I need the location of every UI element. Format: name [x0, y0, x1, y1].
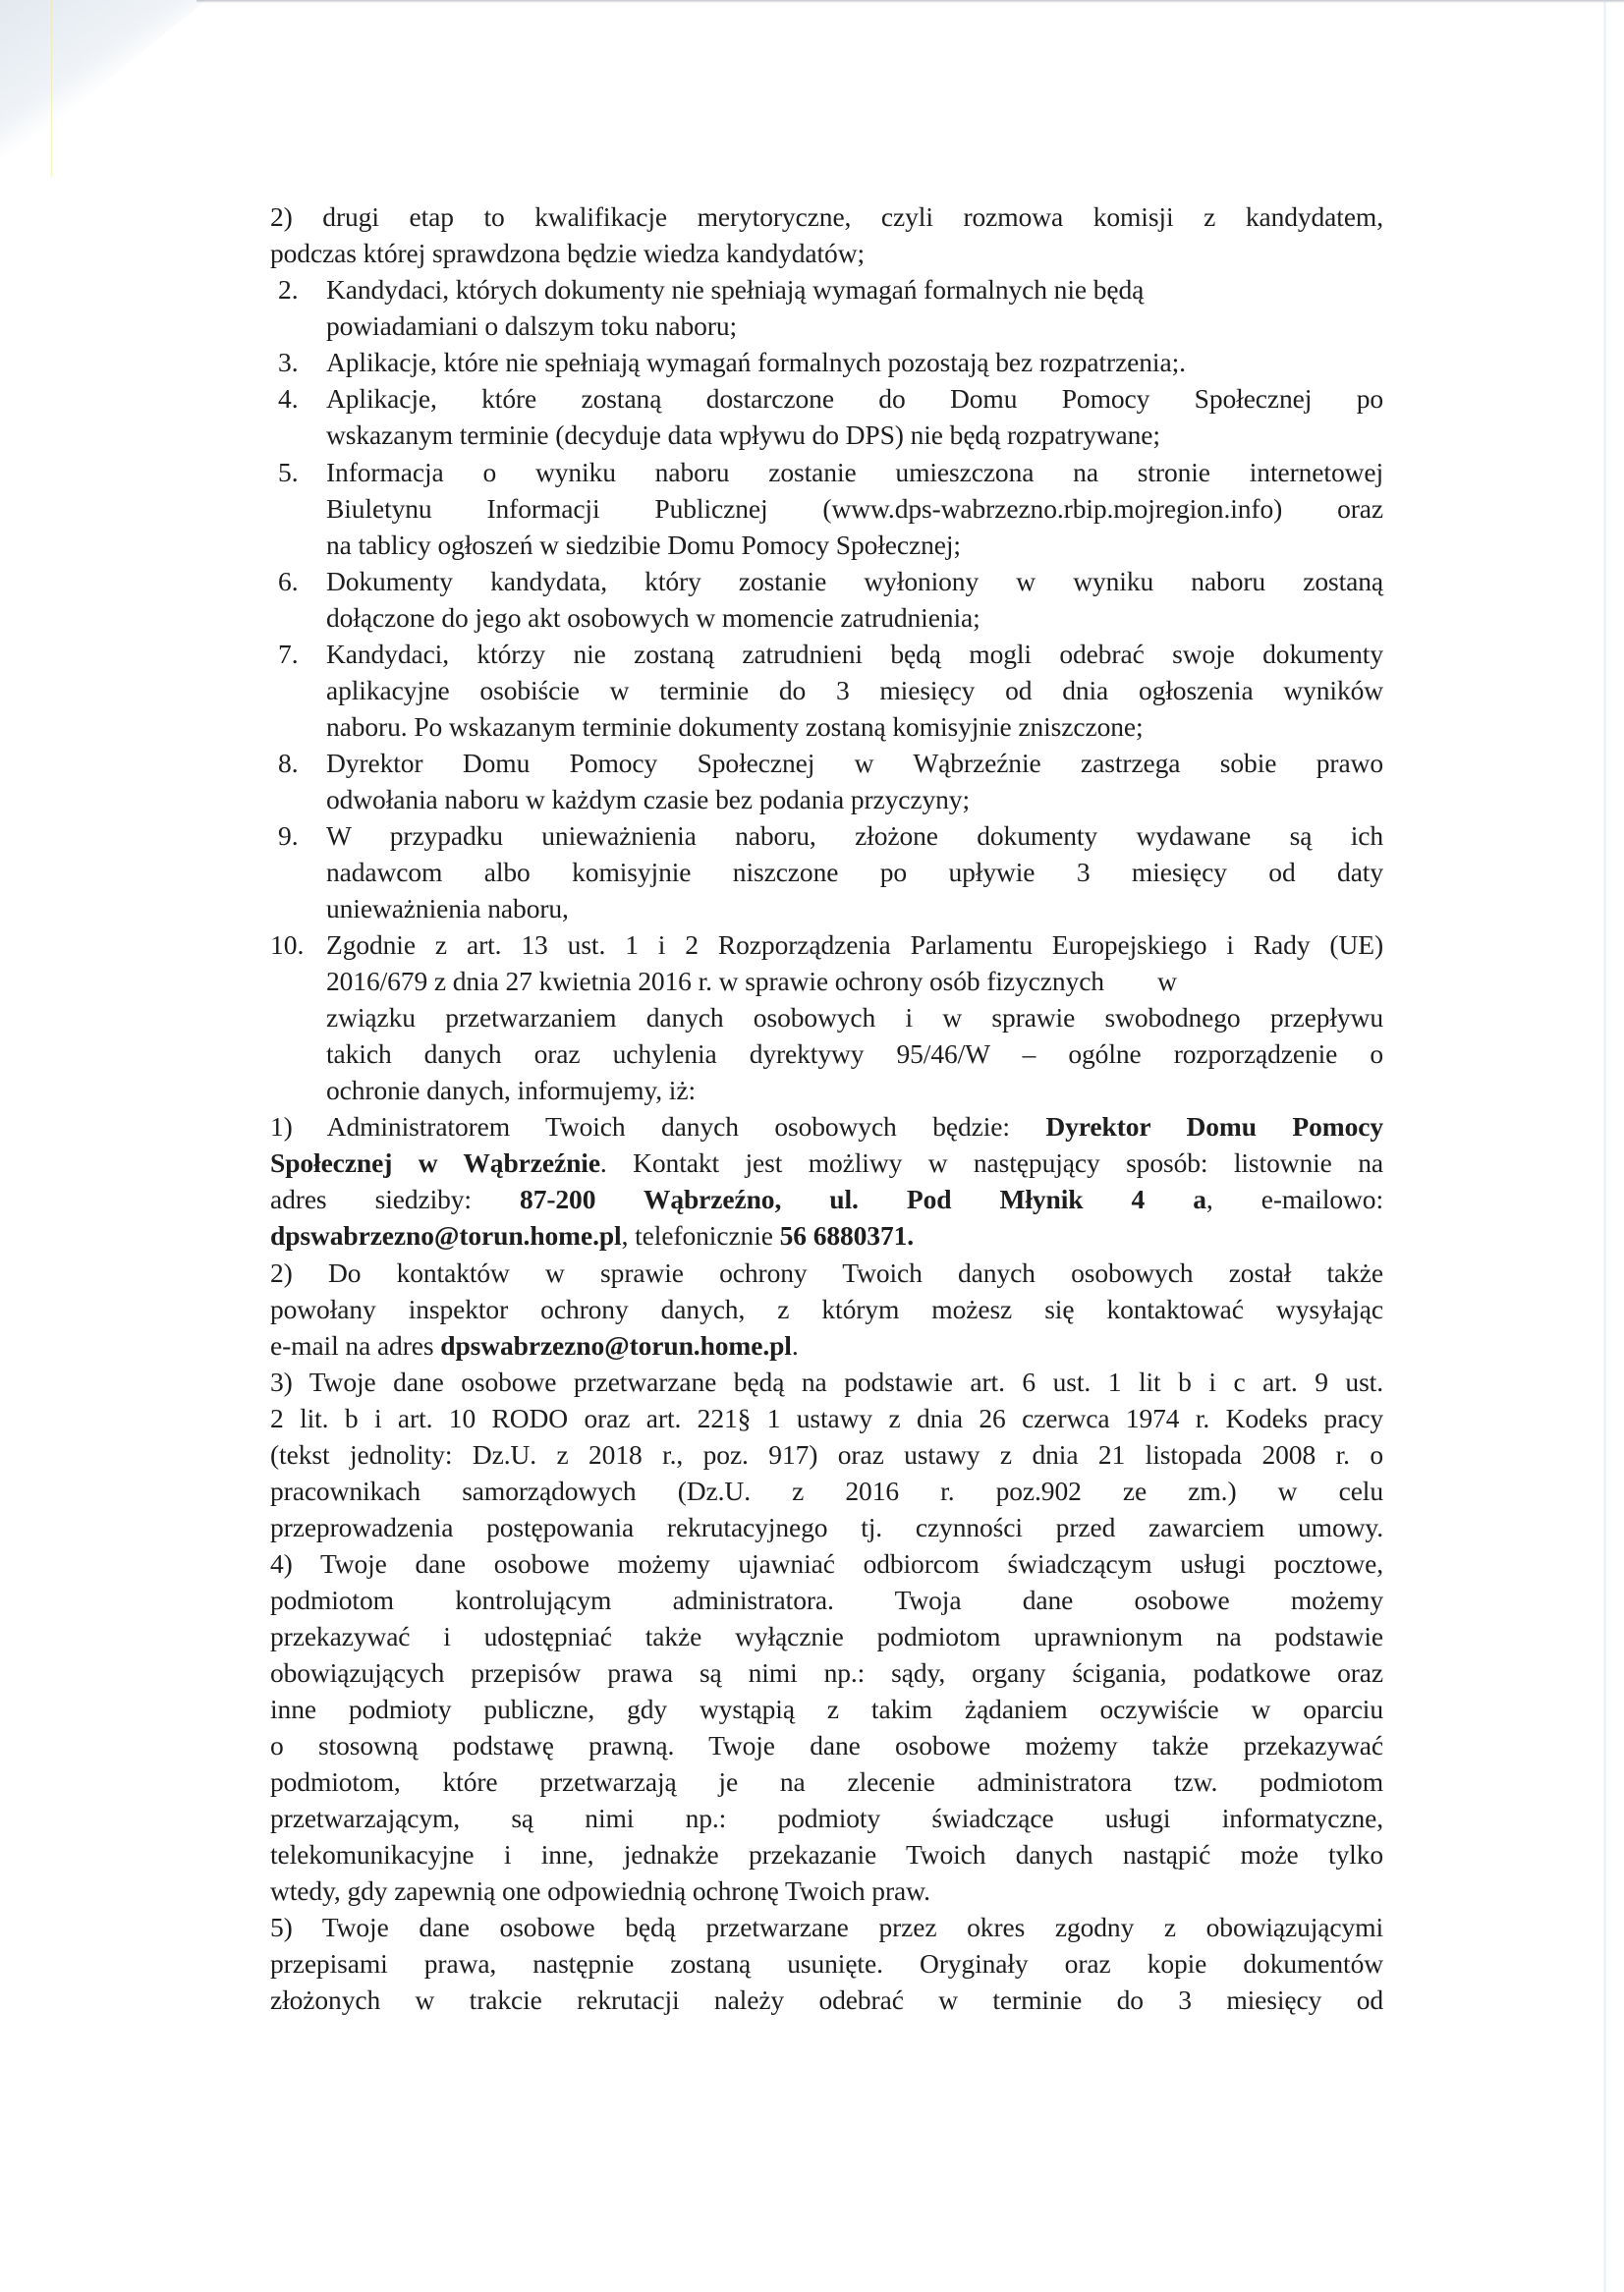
gdpr-paragraph-4-line: obowiązujących przepisów prawa są nimi np.: sądy, organy ścigania, podatkowe oraz: [270, 1657, 1383, 1688]
gdpr-paragraph-5-line: 5) Twoje dane osobowe będą przetwarzane przez okres zgodny z obowiązującymi: [270, 1912, 1383, 1942]
gdpr-paragraph-4-line: podmiotom, które przetwarzają je na zlecenie administratora tzw. podmiotom: [270, 1766, 1383, 1797]
list-number: 8.: [278, 748, 299, 778]
list-number: 2.: [278, 274, 299, 305]
list-number: 3.: [278, 347, 299, 377]
list-item-line: powiadamiani o dalszym toku naboru;: [326, 310, 738, 341]
list-item-line: aplikacyjne osobiście w terminie do 3 miesięcy od dnia ogłoszenia wyników: [326, 675, 1383, 705]
gdpr-paragraph-2-line: 2) Do kontaktów w sprawie ochrony Twoich danych osobowych został także: [270, 1258, 1383, 1288]
list-number: 7.: [278, 639, 299, 669]
gdpr-paragraph-4-line: wtedy, gdy zapewnią one odpowiednią ochronę Twoich praw.: [270, 1875, 930, 1906]
gdpr-paragraph-5-line: złożonych w trakcie rekrutacji należy odebrać w terminie do 3 miesięcy od: [270, 1985, 1383, 2015]
list-item-line: Zgodnie z art. 13 ust. 1 i 2 Rozporządzenia Parlamentu Europejskiego i Rady (UE): [326, 929, 1383, 960]
gdpr-paragraph-1-line: [270, 1217, 1383, 1254]
list-number: 4.: [278, 383, 299, 414]
list-item-line: Aplikacje, które zostaną dostarczone do Domu Pomocy Społecznej po: [326, 383, 1383, 414]
email-address: dpswabrzezno@torun.home.pl: [440, 1330, 792, 1361]
list-item-line: naboru. Po wskazanym terminie dokumenty zostaną komisyjnie zniszczone;: [326, 711, 1144, 742]
gdpr-paragraph-5-line: przepisami prawa, następnie zostaną usunięte. Oryginały oraz kopie dokumentów: [270, 1948, 1383, 1979]
gdpr-paragraph-2-line: [270, 1327, 1383, 1364]
list-number: 10.: [270, 929, 305, 960]
text: adres siedziby:: [270, 1184, 521, 1214]
address: 87-200 Wąbrzeźno, ul. Pod Młynik 4 a: [520, 1184, 1206, 1214]
gdpr-paragraph-4-line: o stosowną podstawę prawną. Twoje dane osobowe możemy także przekazywać: [270, 1730, 1383, 1761]
list-item-line: na tablicy ogłoszeń w siedzibie Domu Pomocy Społecznej;: [326, 530, 961, 560]
email-address: dpswabrzezno@torun.home.pl: [270, 1220, 622, 1251]
list-item-line: Biuletynu Informacji Publicznej (www.dps-wabrzezno.rbip.mojregion.info) oraz: [326, 493, 1383, 524]
text: e-mail na adres: [270, 1330, 441, 1361]
list-number: 9.: [278, 820, 299, 851]
list-item-line: Informacja o wyniku naboru zostanie umieszczona na stronie internetowej: [326, 457, 1383, 487]
list-item-line: Aplikacje, które nie spełniają wymagań formalnych pozostają bez rozpatrzenia;.: [326, 347, 1186, 377]
text: , e-mailowo:: [1205, 1184, 1383, 1214]
list-item-line: Dyrektor Domu Pomocy Społecznej w Wąbrzeźnie zastrzega sobie prawo: [326, 748, 1383, 778]
list-item-line: ochronie danych, informujemy, iż:: [326, 1075, 696, 1105]
list-item-line: takich danych oraz uchylenia dyrektywy 95/46/W – ogólne rozporządzenie o: [326, 1038, 1383, 1069]
gdpr-paragraph-3-line: przeprowadzenia postępowania rekrutacyjnego tj. czynności przed zawarciem umowy.: [270, 1512, 1383, 1542]
text: 1) Administratorem Twoich danych osobowych będzie:: [270, 1111, 1046, 1142]
gdpr-paragraph-4-line: podmiotom kontrolującym administratora. Twoja dane osobowe możemy: [270, 1585, 1383, 1615]
list-item-line: Kandydaci, którzy nie zostaną zatrudnieni będą mogli odebrać swoje dokumenty: [326, 639, 1383, 669]
gdpr-paragraph-4-line: przekazywać i udostępniać także wyłącznie podmiotom uprawnionym na podstawie: [270, 1621, 1383, 1651]
gdpr-paragraph-1-line: [270, 1108, 1383, 1145]
phone-number: 56 6880371.: [779, 1220, 915, 1251]
list-number: 6.: [278, 566, 299, 596]
list-item-line: wskazanym terminie (decyduje data wpływu do DPS) nie będą rozpatrywane;: [326, 419, 1160, 450]
scan-right-edge: [1603, 0, 1606, 2292]
text: .: [791, 1330, 799, 1361]
administrator-name: Dyrektor Domu Pomocy: [1045, 1111, 1383, 1142]
gdpr-paragraph-4-line: inne podmioty publiczne, gdy wystąpią z takim żądaniem oczywiście w oparciu: [270, 1694, 1383, 1724]
text: . Kontakt jest możliwy w następujący sposób: listownie na: [599, 1147, 1383, 1178]
gdpr-paragraph-3-line: 2 lit. b i art. 10 RODO oraz art. 221§ 1 ustawy z dnia 26 czerwca 1974 r. Kodeks pracy: [270, 1403, 1383, 1433]
list-number: 5.: [278, 457, 299, 487]
gdpr-paragraph-3-line: (tekst jednolity: Dz.U. z 2018 r., poz. 917) oraz ustawy z dnia 21 listopada 2008 r. o: [270, 1439, 1383, 1470]
list-item-line: unieważnienia naboru,: [326, 893, 569, 923]
list-item-line: odwołania naboru w każdym czasie bez podania przyczyny;: [326, 784, 970, 814]
scan-streak: [51, 0, 52, 177]
gdpr-paragraph-1-line: [270, 1145, 1383, 1181]
gdpr-paragraph-4-line: 4) Twoje dane osobowe możemy ujawniać odbiorcom świadczącym usługi pocztowe,: [270, 1548, 1383, 1579]
list-item-line: nadawcom albo komisyjnie niszczone po upływie 3 miesięcy od daty: [326, 857, 1383, 887]
scan-page-fold-shadow: [0, 0, 206, 167]
intro-line: 2) drugi etap to kwalifikacje merytoryczne, czyli rozmowa komisji z kandydatem,: [270, 201, 1383, 232]
administrator-name: Społecznej w Wąbrzeźnie: [270, 1147, 600, 1178]
gdpr-paragraph-3-line: pracownikach samorządowych (Dz.U. z 2016 r. poz.902 ze zm.) w celu: [270, 1476, 1383, 1506]
intro-line: podczas której sprawdzona będzie wiedza kandydatów;: [270, 238, 866, 268]
list-item-line: Kandydaci, których dokumenty nie spełniają wymagań formalnych nie będą: [326, 274, 1145, 305]
list-item-line: związku przetwarzaniem danych osobowych i w sprawie swobodnego przepływu: [326, 1002, 1383, 1033]
gdpr-paragraph-2-line: powołany inspektor ochrony danych, z którym możesz się kontaktować wysyłając: [270, 1294, 1383, 1324]
list-item-line: dołączone do jego akt osobowych w momencie zatrudnienia;: [326, 602, 980, 633]
gdpr-paragraph-3-line: 3) Twoje dane osobowe przetwarzane będą na podstawie art. 6 ust. 1 lit b i c art. 9 ust.: [270, 1367, 1383, 1397]
text: , telefonicznie: [621, 1220, 780, 1251]
scan-top-edge: [196, 0, 1624, 3]
list-item-line: 2016/679 z dnia 27 kwietnia 2016 r. w sprawie ochrony osób fizycznych w: [326, 966, 1177, 996]
gdpr-paragraph-1-line: [270, 1181, 1383, 1217]
list-item-line: W przypadku unieważnienia naboru, złożone dokumenty wydawane są ich: [326, 820, 1383, 851]
gdpr-paragraph-4-line: przetwarzającym, są nimi np.: podmioty świadczące usługi informatyczne,: [270, 1803, 1383, 1833]
gdpr-paragraph-4-line: telekomunikacyjne i inne, jednakże przekazanie Twoich danych nastąpić może tylko: [270, 1839, 1383, 1870]
list-item-line: Dokumenty kandydata, który zostanie wyłoniony w wyniku naboru zostaną: [326, 566, 1383, 596]
